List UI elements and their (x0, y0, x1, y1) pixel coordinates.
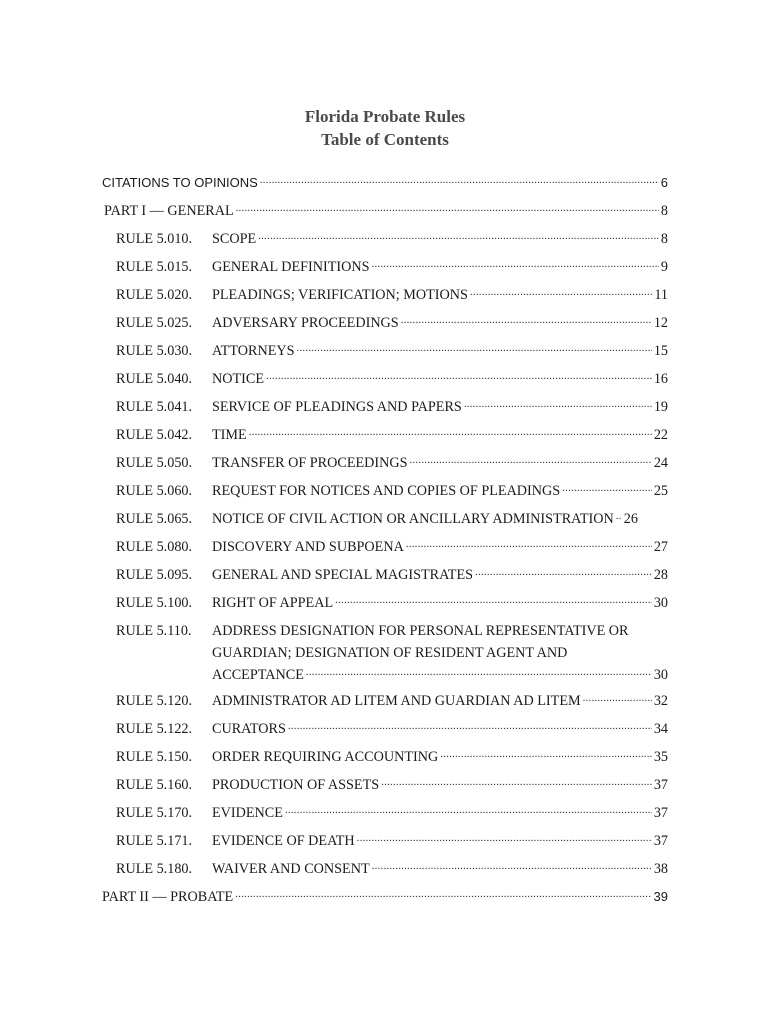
toc-entry-rule[interactable] (102, 424, 668, 452)
rule-title: ADVERSARY PROCEEDINGS (212, 315, 399, 331)
rule-number: RULE 5.180. (116, 861, 193, 877)
toc-entry-rule[interactable] (102, 564, 668, 592)
dot-leader (266, 369, 652, 383)
toc-entry-rule[interactable] (102, 228, 668, 256)
rule-title: CURATORS (212, 721, 286, 737)
dot-leader (381, 775, 652, 789)
rule-title: RIGHT OF APPEAL (212, 595, 334, 611)
rule-number: RULE 5.080. (116, 539, 193, 555)
rule-title: EVIDENCE OF DEATH (212, 833, 355, 849)
rule-number: RULE 5.041. (116, 399, 193, 415)
toc-page-number: 25 (653, 483, 668, 499)
toc-page-number: 37 (653, 777, 668, 793)
dot-leader (475, 565, 652, 579)
toc-page-number: 35 (653, 749, 668, 765)
dot-leader (616, 509, 622, 523)
dot-leader (401, 313, 652, 327)
dot-leader (372, 257, 659, 271)
dot-leader (440, 747, 652, 761)
toc-entry-citations[interactable] (102, 172, 668, 200)
toc-page-number: 39 (653, 889, 668, 904)
toc-entry-rule[interactable] (102, 774, 668, 802)
toc-page-number: 8 (660, 203, 668, 219)
rule-title-line-1: ADDRESS DESIGNATION FOR PERSONAL REPRESENTATIVE OR (212, 623, 629, 639)
dot-leader (406, 537, 652, 551)
rule-number: RULE 5.120. (116, 693, 193, 709)
toc-page-number: 37 (653, 833, 668, 849)
rule-title: SERVICE OF PLEADINGS AND PAPERS (212, 399, 462, 415)
toc-page-number: 9 (660, 259, 668, 275)
rule-title: GENERAL AND SPECIAL MAGISTRATES (212, 567, 474, 583)
dot-leader (464, 397, 652, 411)
dot-leader (258, 229, 659, 243)
rule-number: RULE 5.095. (116, 567, 193, 583)
document-subtitle: Table of Contents (321, 130, 449, 149)
rule-number: RULE 5.122. (116, 721, 193, 737)
dot-leader (357, 831, 652, 845)
rule-title: DISCOVERY AND SUBPOENA (212, 539, 404, 555)
toc-entry-rule[interactable] (102, 508, 668, 536)
toc-entry-rule[interactable] (102, 284, 668, 312)
toc-page-number: 12 (653, 315, 668, 331)
rule-title: ADMINISTRATOR AD LITEM AND GUARDIAN AD LITEM (212, 693, 581, 709)
toc-page-number: 38 (653, 861, 668, 877)
toc-page-number: 11 (654, 287, 668, 303)
toc-page-number: 37 (653, 805, 668, 821)
rule-number: RULE 5.065. (116, 511, 193, 527)
toc-page-number: 19 (653, 399, 668, 415)
toc-entry-rule[interactable] (102, 480, 668, 508)
rule-number: RULE 5.030. (116, 343, 193, 359)
rule-number: RULE 5.015. (116, 259, 193, 275)
rule-number: RULE 5.110. (116, 623, 192, 639)
rule-title: WAIVER AND CONSENT (212, 861, 370, 877)
toc-entry-rule[interactable] (102, 340, 668, 368)
toc-page-number: 30 (653, 595, 668, 611)
toc-page-number: 16 (653, 371, 668, 387)
dot-leader (372, 859, 652, 873)
rule-number: RULE 5.020. (116, 287, 193, 303)
toc-entry-rule[interactable] (102, 718, 668, 746)
toc-entry-label: PART II — PROBATE (102, 889, 234, 905)
toc-page-number: 30 (653, 667, 668, 683)
dot-leader (285, 803, 652, 817)
toc-page-number: 8 (660, 231, 668, 247)
dot-leader (249, 425, 652, 439)
dot-leader (335, 593, 652, 607)
rule-title: PRODUCTION OF ASSETS (212, 777, 380, 793)
rule-number: RULE 5.171. (116, 833, 193, 849)
toc-page-number: 32 (653, 693, 668, 709)
toc-page-number: 24 (653, 455, 668, 471)
toc-entry-rule[interactable] (102, 802, 668, 830)
rule-title-line-3: ACCEPTANCE (212, 667, 304, 683)
dot-leader (410, 453, 652, 467)
rule-number: RULE 5.150. (116, 749, 193, 765)
toc-page-number: 26 (623, 511, 638, 527)
rule-number: RULE 5.060. (116, 483, 193, 499)
dot-leader (583, 691, 652, 705)
rule-title: SCOPE (212, 231, 257, 247)
rule-number: RULE 5.160. (116, 777, 193, 793)
toc-entry-rule-5110[interactable] (102, 620, 668, 690)
toc-entry-part-2[interactable] (102, 886, 668, 914)
toc-entry-rule[interactable] (102, 396, 668, 424)
dot-leader (260, 173, 659, 187)
rule-title: NOTICE (212, 371, 265, 387)
toc-entry-rule[interactable] (102, 746, 668, 774)
rule-title: EVIDENCE (212, 805, 283, 821)
rule-title: TIME (212, 427, 247, 443)
rule-number: RULE 5.010. (116, 231, 193, 247)
dot-leader (236, 201, 659, 215)
rule-number: RULE 5.050. (116, 455, 193, 471)
rule-title: ORDER REQUIRING ACCOUNTING (212, 749, 439, 765)
rule-title: ATTORNEYS (212, 343, 295, 359)
toc-entry-label: PART I — GENERAL (104, 203, 234, 219)
toc-entry-rule[interactable] (102, 452, 668, 480)
toc-entry-rule[interactable] (102, 858, 668, 886)
toc-page-number: 27 (653, 539, 668, 555)
dot-leader (297, 341, 652, 355)
toc-entry-rule[interactable] (102, 536, 668, 564)
rule-number: RULE 5.170. (116, 805, 193, 821)
toc-entry-rule[interactable] (102, 256, 668, 284)
toc-page-number: 28 (653, 567, 668, 583)
rule-title-line-2: GUARDIAN; DESIGNATION OF RESIDENT AGENT AND (212, 645, 568, 661)
rule-title: NOTICE OF CIVIL ACTION OR ANCILLARY ADMINISTRATION (212, 511, 614, 527)
toc-entry-rule[interactable] (102, 690, 668, 718)
dot-leader (288, 719, 652, 733)
rule-number: RULE 5.100. (116, 595, 193, 611)
toc-entry-rule[interactable] (102, 312, 668, 340)
rule-title: REQUEST FOR NOTICES AND COPIES OF PLEADINGS (212, 483, 561, 499)
rule-number: RULE 5.025. (116, 315, 193, 331)
toc-entry-part-1[interactable] (102, 200, 668, 228)
toc-entry-label: CITATIONS TO OPINIONS (102, 175, 258, 190)
toc-page-number: 34 (653, 721, 668, 737)
dot-leader (470, 285, 652, 299)
rule-title: PLEADINGS; VERIFICATION; MOTIONS (212, 287, 468, 303)
dot-leader (235, 887, 651, 901)
toc-entry-rule[interactable] (102, 830, 668, 858)
table-of-contents (102, 172, 668, 914)
dot-leader (306, 665, 652, 679)
dot-leader (562, 481, 652, 495)
document-title: Florida Probate Rules (304, 107, 466, 126)
toc-entry-rule[interactable] (102, 592, 668, 620)
toc-page-number: 15 (653, 343, 668, 359)
rule-number: RULE 5.040. (116, 371, 193, 387)
rule-title: GENERAL DEFINITIONS (212, 259, 370, 275)
rule-number: RULE 5.042. (116, 427, 193, 443)
toc-entry-rule[interactable] (102, 368, 668, 396)
toc-page-number: 6 (660, 175, 668, 190)
toc-page-number: 22 (653, 427, 668, 443)
rule-title: TRANSFER OF PROCEEDINGS (212, 455, 408, 471)
